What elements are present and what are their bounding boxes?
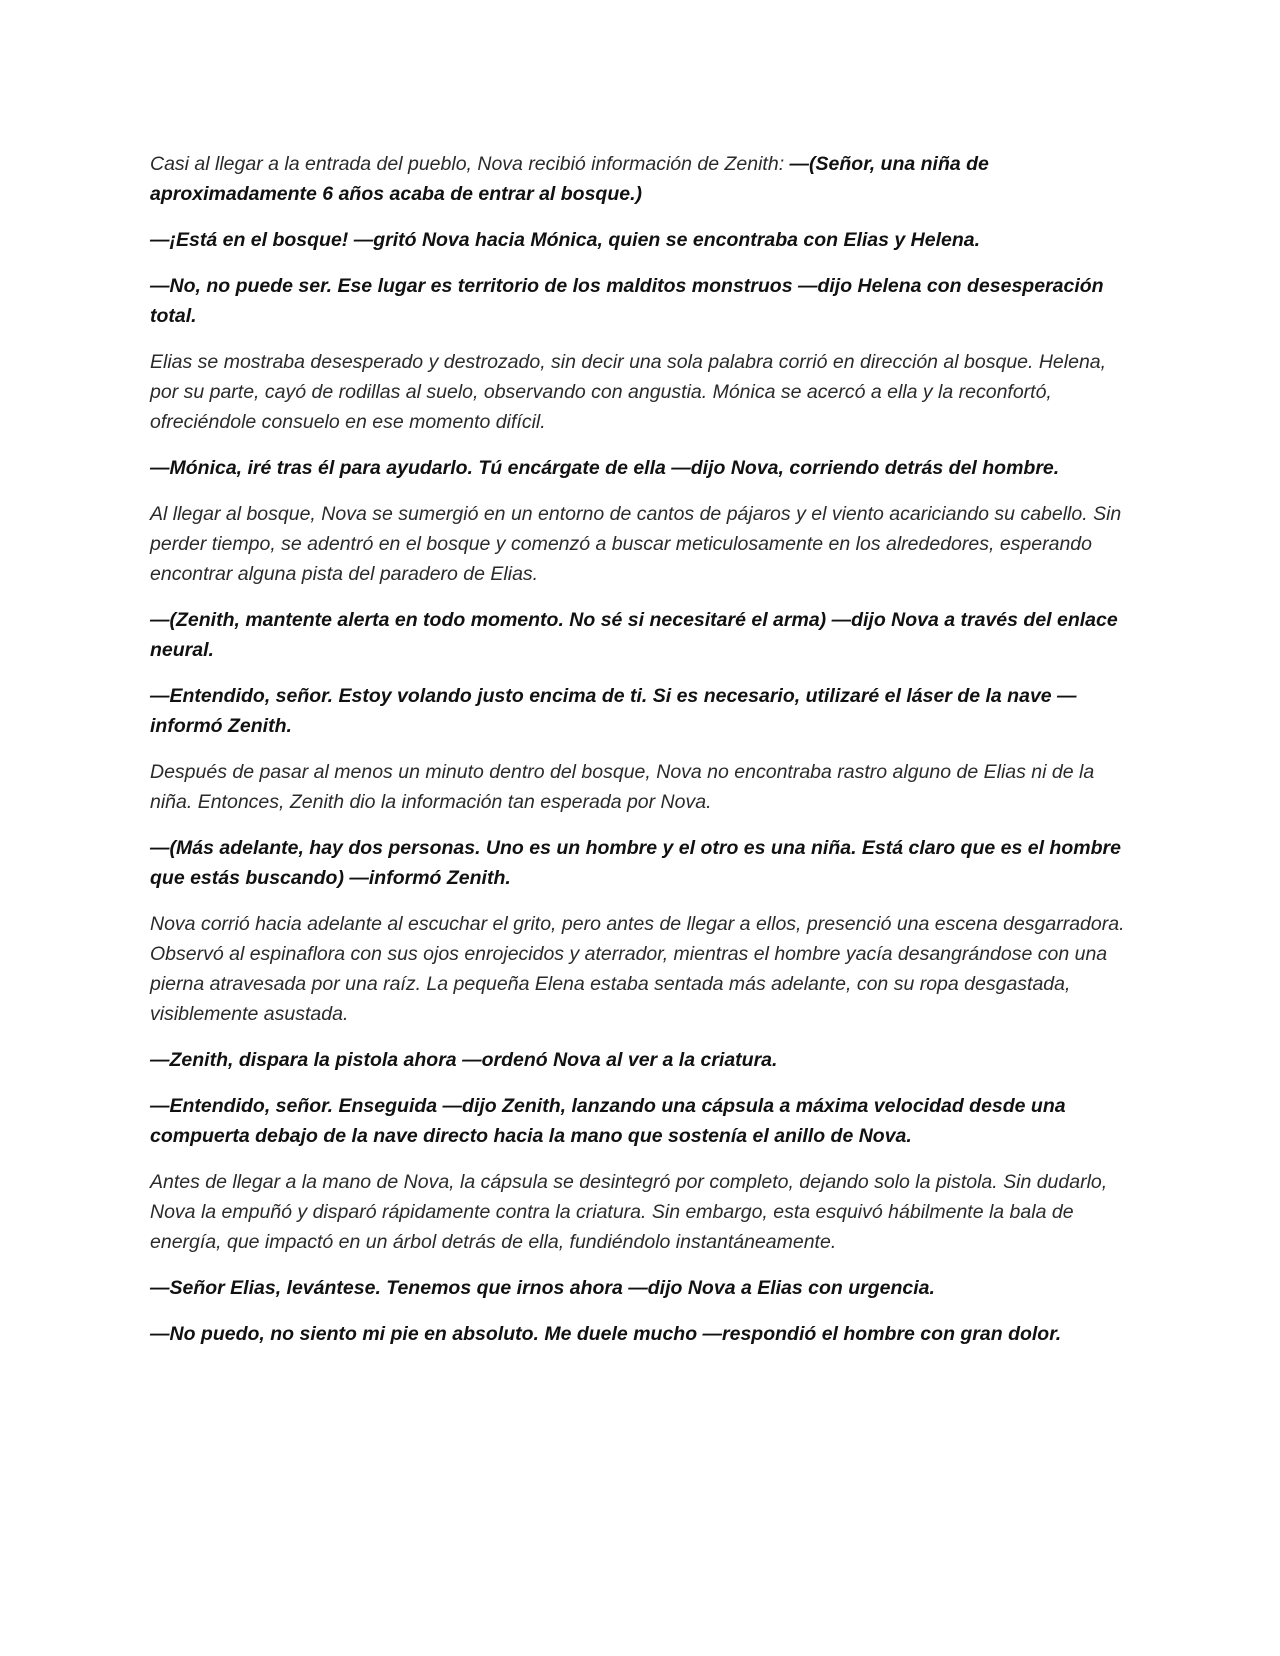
document-page <box>150 149 1125 1365</box>
paragraph <box>150 347 1125 437</box>
paragraph <box>150 1045 1125 1075</box>
paragraph <box>150 1091 1125 1151</box>
paragraph <box>150 681 1125 741</box>
narration-text: Antes de llegar a la mano de Nova, la cápsula se desintegró por completo, dejando solo la pistola. Sin dudarlo, Nova la empuñó y disparó rápidamente contra la criatura. Sin embargo, esta esquivó hábilmente la bala de energía, que impactó en un árbol detrás de ella, fundiéndolo instantáneamente. <box>150 1171 1108 1253</box>
paragraph <box>150 271 1125 331</box>
paragraph <box>150 453 1125 483</box>
paragraph <box>150 1167 1125 1257</box>
dialogue-text: —Entendido, señor. Estoy volando justo encima de ti. Si es necesario, utilizaré el láser de la nave —informó Zenith. <box>150 685 1077 737</box>
dialogue-text: —(Más adelante, hay dos personas. Uno es un hombre y el otro es una niña. Está claro que es el hombre que estás buscando) —informó Zenith. <box>150 837 1121 889</box>
paragraph <box>150 225 1125 255</box>
dialogue-text: —Señor Elias, levántese. Tenemos que irnos ahora —dijo Nova a Elias con urgencia. <box>150 1277 935 1299</box>
dialogue-text: —Zenith, dispara la pistola ahora —ordenó Nova al ver a la criatura. <box>150 1049 778 1071</box>
paragraph <box>150 757 1125 817</box>
dialogue-text: —No puedo, no siento mi pie en absoluto. Me duele mucho —respondió el hombre con gran dolor. <box>150 1323 1062 1345</box>
dialogue-text: —Mónica, iré tras él para ayudarlo. Tú encárgate de ella —dijo Nova, corriendo detrás del hombre. <box>150 457 1060 479</box>
paragraph <box>150 909 1125 1029</box>
dialogue-text: —¡Está en el bosque! —gritó Nova hacia Mónica, quien se encontraba con Elias y Helena. <box>150 229 981 251</box>
paragraph <box>150 1273 1125 1303</box>
dialogue-text: —Entendido, señor. Enseguida —dijo Zenith, lanzando una cápsula a máxima velocidad desde una compuerta debajo de la nave directo hacia la mano que sostenía el anillo de Nova. <box>150 1095 1066 1147</box>
paragraph <box>150 149 1125 209</box>
narration-text: Nova corrió hacia adelante al escuchar el grito, pero antes de llegar a ellos, presenció una escena desgarradora. Observó al espinaflora con sus ojos enrojecidos y aterrador, mientras el hombre yacía desangrándose con una pierna atravesada por una raíz. La pequeña Elena estaba sentada más adelante, con su ropa desgastada, visiblemente asustada. <box>150 913 1125 1025</box>
paragraph <box>150 499 1125 589</box>
narration-text: Después de pasar al menos un minuto dentro del bosque, Nova no encontraba rastro alguno de Elias ni de la niña. Entonces, Zenith dio la información tan esperada por Nova. <box>150 761 1095 813</box>
dialogue-text: —No, no puede ser. Ese lugar es territorio de los malditos monstruos —dijo Helena con desesperación total. <box>150 275 1104 327</box>
narration-text: Al llegar al bosque, Nova se sumergió en un entorno de cantos de pájaros y el viento acariciando su cabello. Sin perder tiempo, se adentró en el bosque y comenzó a buscar meticulosamente en los alrededores, esperando encontrar alguna pista del paradero de Elias. <box>150 503 1122 585</box>
narration-text: Elias se mostraba desesperado y destrozado, sin decir una sola palabra corrió en dirección al bosque. Helena, por su parte, cayó de rodillas al suelo, observando con angustia. Mónica se acercó a ella y la reconfortó, ofreciéndole consuelo en ese momento difícil. <box>150 351 1107 433</box>
narration-text: Casi al llegar a la entrada del pueblo, Nova recibió información de Zenith: <box>150 153 790 175</box>
dialogue-text: —(Zenith, mantente alerta en todo momento. No sé si necesitaré el arma) —dijo Nova a través del enlace neural. <box>150 609 1118 661</box>
paragraph <box>150 833 1125 893</box>
paragraph <box>150 605 1125 665</box>
dialogue-text: —(Señor, una niña de aproximadamente 6 años acaba de entrar al bosque.) <box>150 153 989 205</box>
paragraph <box>150 1319 1125 1349</box>
